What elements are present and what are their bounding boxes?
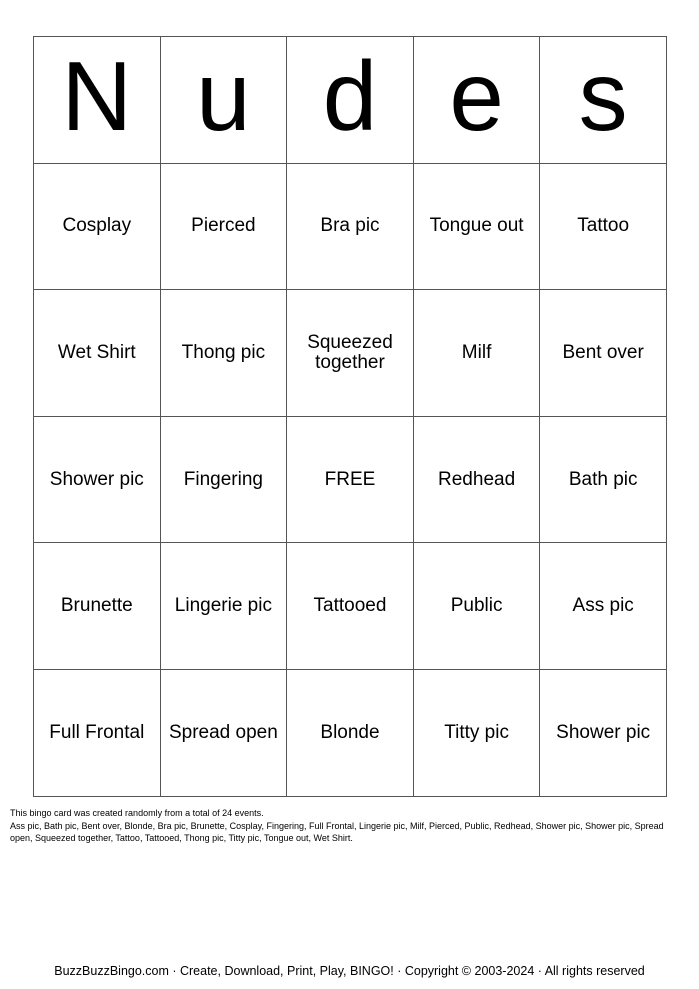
bingo-row [34, 290, 667, 417]
header-letter: u [160, 37, 287, 164]
bingo-cell: Cosplay [34, 163, 161, 290]
bingo-row [34, 669, 667, 796]
header-letter: d [287, 37, 414, 164]
bingo-cell: Tattooed [287, 543, 414, 670]
bingo-cell: Brunette [34, 543, 161, 670]
bingo-cell: Spread open [160, 669, 287, 796]
bingo-cell: Bra pic [287, 163, 414, 290]
bingo-cell: Thong pic [160, 290, 287, 417]
header-letter: e [413, 37, 540, 164]
bingo-cell: Tongue out [413, 163, 540, 290]
bingo-row [34, 543, 667, 670]
bingo-card [33, 36, 667, 797]
bingo-row [34, 416, 667, 543]
bingo-cell: Bath pic [540, 416, 667, 543]
bingo-cell: Tattoo [540, 163, 667, 290]
card-info-note: This bingo card was created randomly from a total of 24 events. [10, 808, 264, 818]
bingo-cell: Full Frontal [34, 669, 161, 796]
card-info-events: Ass pic, Bath pic, Bent over, Blonde, Bra pic, Brunette, Cosplay, Fingering, Full Frontal, Lingerie pic, Milf, Pierced, Public, Redhead, Shower pic, Shower pic, Spread open, Squeezed together, Tattoo, Tattooed, Thong pic, Titty pic, Tongue out, Wet Shirt. [10, 820, 664, 844]
header-row [34, 37, 667, 164]
bingo-cell: Shower pic [540, 669, 667, 796]
copyright-footer: BuzzBuzzBingo.com · Create, Download, Print, Play, BINGO! · Copyright © 2003-2024 · All rights reserved [54, 964, 645, 978]
bingo-cell: Blonde [287, 669, 414, 796]
bingo-cell: Redhead [413, 416, 540, 543]
bingo-cell: Bent over [540, 290, 667, 417]
bingo-row [34, 163, 667, 290]
header-letter: s [540, 37, 667, 164]
free-space-cell: FREE [287, 416, 414, 543]
bingo-cell: Wet Shirt [34, 290, 161, 417]
bingo-cell: Milf [413, 290, 540, 417]
bingo-cell: Squeezed together [287, 290, 414, 417]
header-letter: N [34, 37, 161, 164]
bingo-cell: Pierced [160, 163, 287, 290]
card-info [10, 807, 685, 845]
bingo-cell: Ass pic [540, 543, 667, 670]
bingo-cell: Shower pic [34, 416, 161, 543]
bingo-cell: Public [413, 543, 540, 670]
bingo-cell: Lingerie pic [160, 543, 287, 670]
bingo-cell: Fingering [160, 416, 287, 543]
bingo-cell: Titty pic [413, 669, 540, 796]
